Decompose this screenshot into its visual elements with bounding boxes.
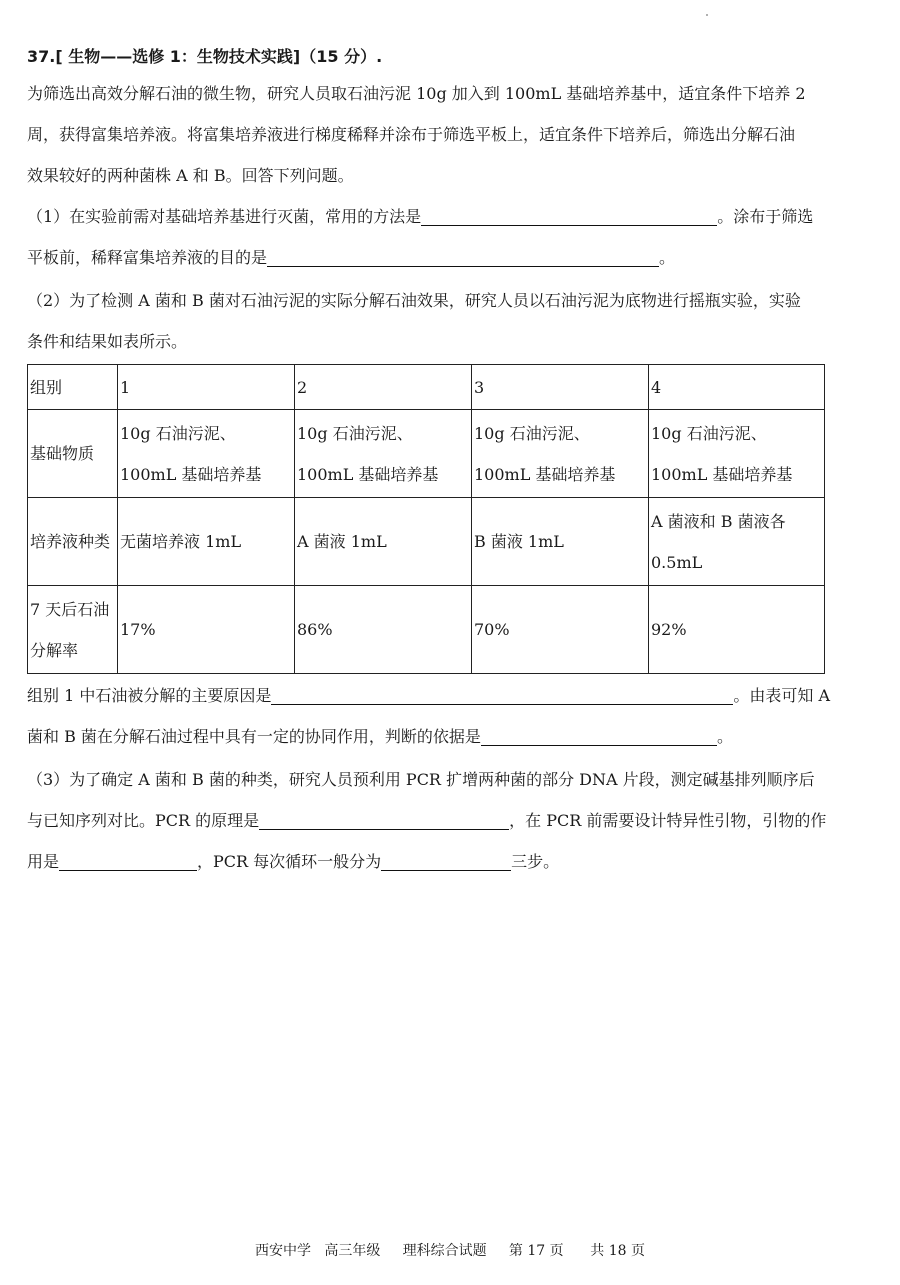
table-cell: B 菌液 1mL <box>472 498 649 586</box>
row-label: 培养液种类 <box>28 498 118 586</box>
row-label: 7 天后石油分解率 <box>28 586 118 674</box>
row-label: 组别 <box>28 365 118 410</box>
part-3-line-1: （3）为了确定 A 菌和 B 菌的种类，研究人员预利用 PCR 扩增两种菌的部分 DNA 片段，测定碱基排列顺序后 <box>27 770 815 789</box>
table-cell: 10g 石油污泥、100mL 基础培养基 <box>295 410 472 498</box>
answer-blank-pcr-steps[interactable] <box>381 848 511 871</box>
table-cell: 86% <box>295 586 472 674</box>
answer-blank-synergy-basis[interactable] <box>481 723 717 746</box>
table-cell: 无菌培养液 1mL <box>118 498 295 586</box>
row-label: 基础物质 <box>28 410 118 498</box>
after-table-line-2 <box>27 716 877 757</box>
table-cell: 17% <box>118 586 295 674</box>
scan-speck <box>706 14 708 16</box>
part-1-text: 平板前，稀释富集培养液的目的是 <box>27 248 268 267</box>
table-cell: 70% <box>472 586 649 674</box>
footer-exam: 理科综合试题 <box>402 1243 487 1259</box>
part-2-line: （2）为了检测 A 菌和 B 菌对石油污泥的实际分解石油效果，研究人员以石油污泥为底物进行摇瓶实验，实验 <box>27 291 801 310</box>
table-cell: 2 <box>295 365 472 410</box>
part-3 <box>27 759 877 882</box>
table-cell: 1 <box>118 365 295 410</box>
part-3-text: ，PCR 每次循环一般分为 <box>197 852 382 871</box>
part-2 <box>27 280 877 362</box>
footer-total-pages: 共 18 页 <box>590 1243 646 1259</box>
part-2-line: 条件和结果如表所示。 <box>27 332 188 351</box>
footer-page-number: 第 17 页 <box>508 1243 564 1259</box>
table-cell: 92% <box>649 586 825 674</box>
intro-line: 效果较好的两种菌株 A 和 B。回答下列问题。 <box>27 166 354 185</box>
page-footer <box>0 1240 900 1260</box>
part-1 <box>27 196 877 278</box>
part-3-text: ，在 PCR 前需要设计特异性引物，引物的作 <box>509 811 827 830</box>
after-table-line-1 <box>27 675 877 716</box>
after-table <box>27 675 877 757</box>
experiment-table <box>27 364 825 674</box>
table-cell: 10g 石油污泥、100mL 基础培养基 <box>118 410 295 498</box>
question-intro <box>27 73 877 196</box>
part-1-text: 。涂布于筛选 <box>717 207 814 226</box>
part-3-line-2 <box>27 800 877 841</box>
answer-blank-pcr-principle[interactable] <box>259 807 509 830</box>
part-1-text: 。 <box>659 248 676 267</box>
part-3-line-3 <box>27 841 877 882</box>
table-cell: 10g 石油污泥、100mL 基础培养基 <box>472 410 649 498</box>
answer-blank-sterilization[interactable] <box>421 203 717 226</box>
answer-blank-dilution-purpose[interactable] <box>267 244 659 267</box>
question-title: 37.[ 生物——选修 1：生物技术实践]（15 分）. <box>27 47 383 66</box>
footer-school: 西安中学 <box>254 1243 311 1259</box>
footer-grade: 高三年级 <box>324 1243 381 1259</box>
part-3-text: 与已知序列对比。PCR 的原理是 <box>27 811 260 830</box>
table-cell: 10g 石油污泥、100mL 基础培养基 <box>649 410 825 498</box>
table-cell: A 菌液和 B 菌液各 0.5mL <box>649 498 825 586</box>
table-cell: A 菌液 1mL <box>295 498 472 586</box>
part-3-text: 用是 <box>27 852 60 871</box>
part-3-text: 三步。 <box>511 852 560 871</box>
table-cell: 3 <box>472 365 649 410</box>
part-1-line-2 <box>27 237 877 278</box>
intro-line: 周，获得富集培养液。将富集培养液进行梯度稀释并涂布于筛选平板上，适宜条件下培养后，筛选出分解石油 <box>27 125 796 144</box>
part-1-line-1 <box>27 196 877 237</box>
answer-blank-group1-reason[interactable] <box>271 682 733 705</box>
after-table-text: 组别 1 中石油被分解的主要原因是 <box>27 686 272 705</box>
part-1-text: （1）在实验前需对基础培养基进行灭菌，常用的方法是 <box>27 207 422 226</box>
after-table-text: 菌和 B 菌在分解石油过程中具有一定的协同作用，判断的依据是 <box>27 727 481 746</box>
table-row <box>28 586 825 674</box>
intro-line: 为筛选出高效分解石油的微生物，研究人员取石油污泥 10g 加入到 100mL 基础培养基中，适宜条件下培养 2 <box>27 84 806 103</box>
table-cell: 4 <box>649 365 825 410</box>
answer-blank-primer-role[interactable] <box>59 848 197 871</box>
table-row <box>28 498 825 586</box>
after-table-text: 。 <box>716 727 733 746</box>
table-row <box>28 365 825 410</box>
table-row <box>28 410 825 498</box>
after-table-text: 。由表可知 A <box>733 686 831 705</box>
